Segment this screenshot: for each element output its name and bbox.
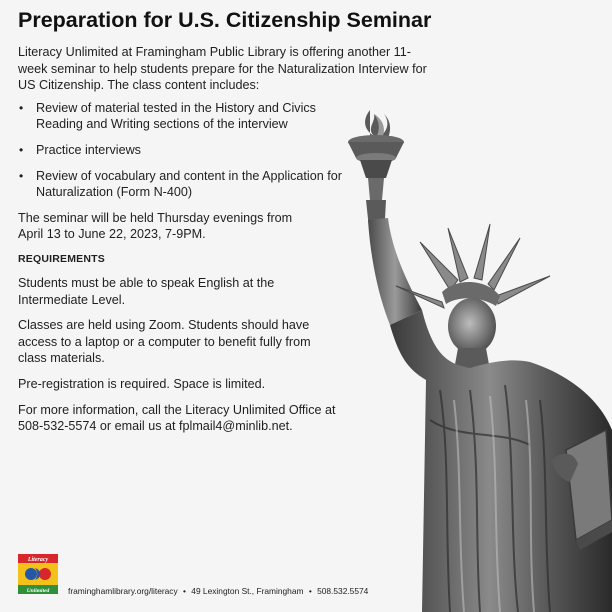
bullet-icon: •: [19, 142, 24, 157]
class-content-list: [18, 100, 358, 201]
footer-address: 49 Lexington St., Framingham: [191, 586, 304, 596]
list-item-text: Review of vocabulary and content in the Application for Naturalization (Form N-400): [36, 168, 342, 200]
seminar-details: [18, 44, 427, 444]
list-item: [18, 142, 358, 159]
page-title: Preparation for U.S. Citizenship Seminar: [18, 8, 432, 32]
logo-text-bottom: Unlimited: [26, 588, 50, 594]
logo-text-top: Literacy: [27, 557, 49, 563]
list-item-text: Practice interviews: [36, 142, 141, 157]
footer: [68, 586, 368, 596]
zoom-paragraph: Classes are held using Zoom. Students should have access to a laptop or a computer to benefit fully from class materials.: [18, 318, 311, 366]
contact-paragraph: For more information, call the Literacy Unlimited Office at 508-532-5574 or email us at fplmail4@minlib.net.: [18, 402, 336, 434]
requirements-text: Students must be able to speak English at the Intermediate Level.: [18, 275, 275, 307]
bullet-icon: •: [19, 168, 24, 183]
intro-paragraph: Literacy Unlimited at Framingham Public Library is offering another 11-week seminar to help students prepare for the Naturalization Interview for US Citizenship. The class content includes:: [18, 45, 427, 93]
list-item: [18, 168, 358, 201]
requirements-heading: REQUIREMENTS: [18, 252, 105, 265]
registration-paragraph: Pre-registration is required. Space is limited.: [18, 376, 266, 391]
bullet-icon: •: [19, 100, 24, 115]
footer-phone: 508.532.5574: [317, 586, 369, 596]
statue-of-liberty-image: [330, 100, 612, 612]
footer-separator: •: [308, 586, 312, 596]
footer-website[interactable]: framinghamlibrary.org/literacy: [68, 586, 178, 596]
list-item: [18, 100, 358, 133]
literacy-unlimited-logo: [18, 554, 58, 594]
list-item-text: Review of material tested in the History and Civics Reading and Writing sections of the interview: [36, 100, 316, 132]
schedule-paragraph: The seminar will be held Thursday evenings from April 13 to June 22, 2023, 7-9PM.: [18, 210, 293, 242]
footer-separator: •: [183, 586, 186, 596]
